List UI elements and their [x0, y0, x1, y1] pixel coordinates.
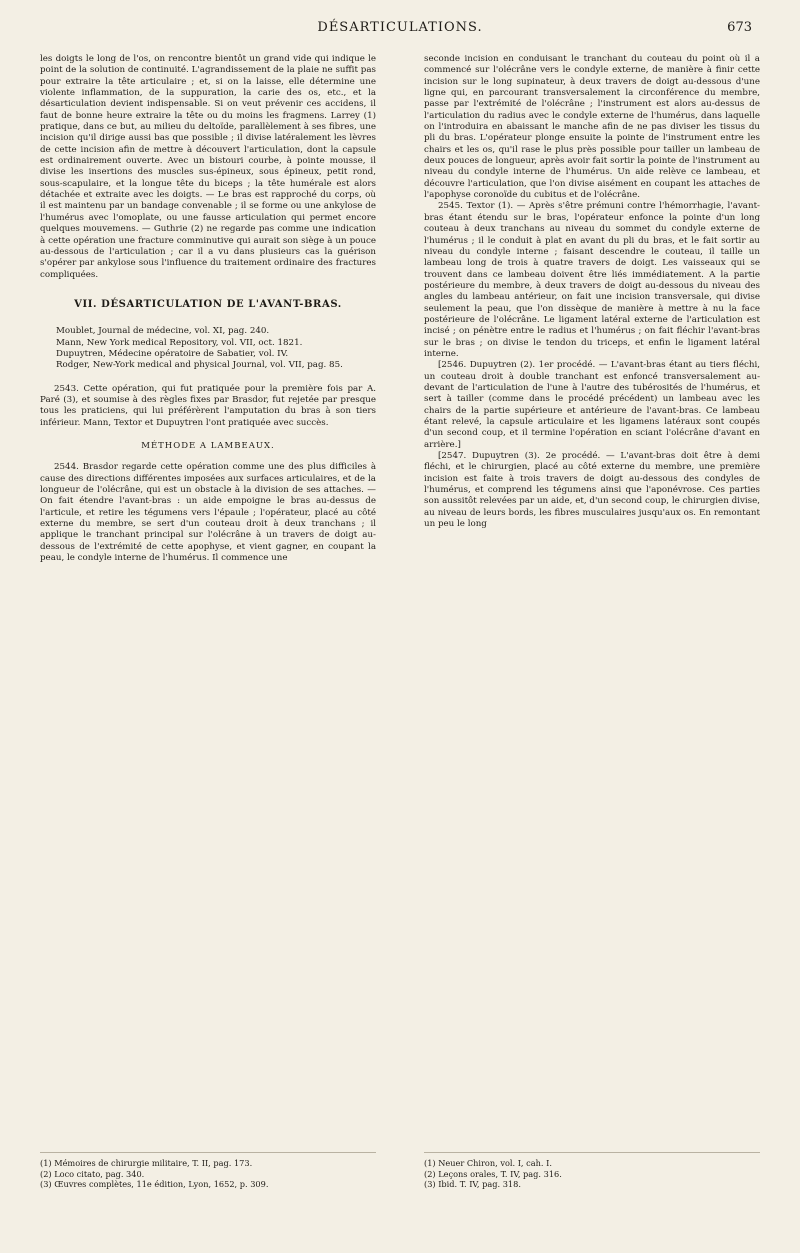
paragraph-continuation: les doigts le long de l'os, on rencontre bientôt un grand vide qui indique le point de la solution de continuité. L'agrandissement de la plaie ne suffit pas pour extraire la tête articulaire ; et, si on la laisse, elle détermine une violente inflammation, de la suppuration, la carie des os, etc., et la désarticulation devient indispensable. Si on veut prévenir ces accidens, il faut de bonne heure extraire la tête ou du moins les fragmens. Larrey (1) pratique, dans ce but, au milieu du deltoïde, parallèlement à ses fibres, une incision qu'il dirige aussi bas que possible ; il divise latéralement les lèvres de cette incision afin de mettre à découvert l'articulation, dont la capsule est ordinairement ouverte. Avec un bistouri courbe, à pointe mousse, il divise les insertions des muscles sus-épineux, sous épineux, petit rond, sous-scapulaire, et la longue tête du biceps ; la tête humérale est alors détachée et extraite avec les doigts. — Le bras est rapproché du corps, où il est maintenu par un bandage convenable ; il se forme ou une ankylose de l'humérus avec l'omoplate, ou une fausse articulation qui permet encore quelques mouvemens. — Guthrie (2) ne regarde pas comme une indication à cette opération une fracture comminutive qui aurait son siège à un pouce au-dessous de l'articulation ; car il a vu dans plusieurs cas la guérison s'opérer par ankylose sous l'influence du traitement ordinaire des fractures compliquées. — [40, 54, 376, 280]
footnotes-left — [40, 1158, 376, 1190]
paragraph-2545: 2545. Textor (1). — Après s'être prémuni contre l'hémorrhagie, l'avant-bras étant étendu sur le bras, l'opérateur enfonce la pointe d'un long couteau à deux tranchans au niveau du sommet du condyle externe de l'humérus ; il le conduit à plat en avant du pli du bras, et le fait sortir au niveau du condyle interne ; faisant descendre le couteau, il taille un lambeau long de trois à quatre travers de doigt. Les vaisseaux qui se trouvent dans ce lambeau doivent être liés immédiatement. A la partie postérieure du membre, à deux travers de doigt au-dessous du niveau des angles du lambeau antérieur, on fait une incision transversale, qui divise seulement la peau, que l'on dissèque de manière à mettre à nu la face postérieure de l'olécrâne. Le ligament latéral externe de l'articulation est incisé ; on pénètre entre le radius et l'humérus ; on fait fléchir l'avant-bras sur le bras ; on divise le tendon du triceps, et enfin le ligament latéral interne. — [424, 201, 760, 359]
section-heading: VII. DÉSARTICULATION DE L'AVANT-BRAS. — [74, 298, 342, 310]
footnote: (3) Ibid. T. IV, pag. 318. — [424, 1179, 521, 1190]
paragraph-2543: 2543. Cette opération, qui fut pratiquée pour la première fois par A. Paré (3), et soumise à des règles fixes par Brasdor, fut rejetée par presque tous les praticiens, qui lui préférèrent l'amputation du bras à son tiers inférieur. Mann, Textor et Dupuytren l'ont pratiquée avec succès. — [40, 383, 376, 428]
paragraph-2547: [2547. Dupuytren (3). 2e procédé. — L'avant-bras doit être à demi fléchi, et le chirurgien, placé au côté externe du membre, une première incision est faite à trois travers de doigt au-dessous des condyles de l'humérus, et comprend les tégumens ainsi que l'aponévrose. Ces parties son aussitôt relevées par un aide, et, d'un second coup, le chirurgien divise, au niveau de leurs bords, les fibres musculaires jusqu'aux os. En remontant un peu le long — [424, 451, 760, 530]
method-heading: MÉTHODE A LAMBEAUX. — [141, 440, 275, 451]
paragraph-continuation: seconde incision en conduisant le tranchant du couteau du point où il a commencé sur l'olécrâne vers le condyle externe, de manière à finir cette incision sur le long supinateur, à deux travers de doigt au-dessous d'une ligne qui, en parcourant transversalement la circonférence du membre, passe par l'extrémité de l'olécrâne ; l'instrument est alors au-dessus de l'articulation du radius avec le condyle externe de l'humérus, dans laquelle on l'introduira en abaissant le manche afin de ne pas diviser les tissus du pli du bras. L'opérateur plonge ensuite la pointe de l'instrument entre les chairs et les os, qu'il rase le plus près possible pour tailler un lambeau de deux pouces de longueur, après avoir fait sortir la pointe de l'instrument au niveau du condyle interne de l'humérus. Un aide relève ce lambeau, et découvre l'articulation, que l'on divise aisément en coupant les attaches de l'apophyse coronoïde du cubitus et de l'olécrâne. — [424, 54, 760, 201]
footnote: (2) Leçons orales, T. IV, pag. 316. — [424, 1168, 562, 1179]
footnote: (1) Neuer Chiron, vol. I, cah. I. — [424, 1158, 552, 1168]
reference-item: Mann, New York medical Repository, vol. VII, oct. 1821. — [56, 337, 303, 348]
right-column — [424, 54, 760, 530]
left-column — [40, 54, 376, 564]
paragraph-2546: [2546. Dupuytren (2). 1er procédé. — L'avant-bras étant au tiers fléchi, un couteau droit à double tranchant est enfoncé transversalement au-devant de l'articulation de l'une à l'autre des tubérosités de l'humérus, et sert à tailler (comme dans le procédé précédent) un lambeau avec les chairs de la partie supérieure et antérieure de l'avant-bras. Ce lambeau étant relevé, la capsule articulaire et les ligamens latéraux sont coupés d'un second coup, et il termine l'opération en sciant l'olécrâne d'avant en arrière.] — [424, 360, 760, 450]
footnote: (2) Loco citato, pag. 340. — [40, 1168, 145, 1179]
paragraph-2544: 2544. Brasdor regarde cette opération comme une des plus difficiles à cause des directions différentes imposées aux surfaces articulaires, et de la longueur de l'olécrâne, qui est un obstacle à la division de ses attaches. — On fait étendre l'avant-bras : un aide empoigne le bras au-dessus de l'articule, et retire les tégumens vers l'épaule ; l'opérateur, placé au côté externe du membre, se sert d'un couteau droit à deux tranchans ; il applique le tranchant principal sur l'olécrâne à un travers de doigt au-dessous de l'extrémité de cette apophyse, et vient gagner, en coupant la peau, le condyle interne de l'humérus. Il commence une — [40, 462, 376, 564]
running-head: DÉSARTICULATIONS. — [317, 20, 483, 35]
footnote-rule — [424, 1152, 760, 1153]
reference-item: Rodger, New-York medical and physical Journal, vol. VII, pag. 85. — [56, 360, 343, 371]
page-number: 673 — [727, 20, 752, 35]
footnotes-right — [424, 1158, 760, 1190]
reference-item: Dupuytren, Médecine opératoire de Sabatier, vol. IV. — [56, 348, 289, 359]
footnote-rule — [40, 1152, 376, 1153]
footnote: (1) Mémoires de chirurgie militaire, T. II, pag. 173. — [40, 1158, 253, 1168]
footnote: (3) Œuvres complètes, 11e édition, Lyon, 1652, p. 309. — [40, 1179, 269, 1190]
reference-item: Moublet, Journal de médecine, vol. XI, pag. 240. — [56, 326, 270, 337]
